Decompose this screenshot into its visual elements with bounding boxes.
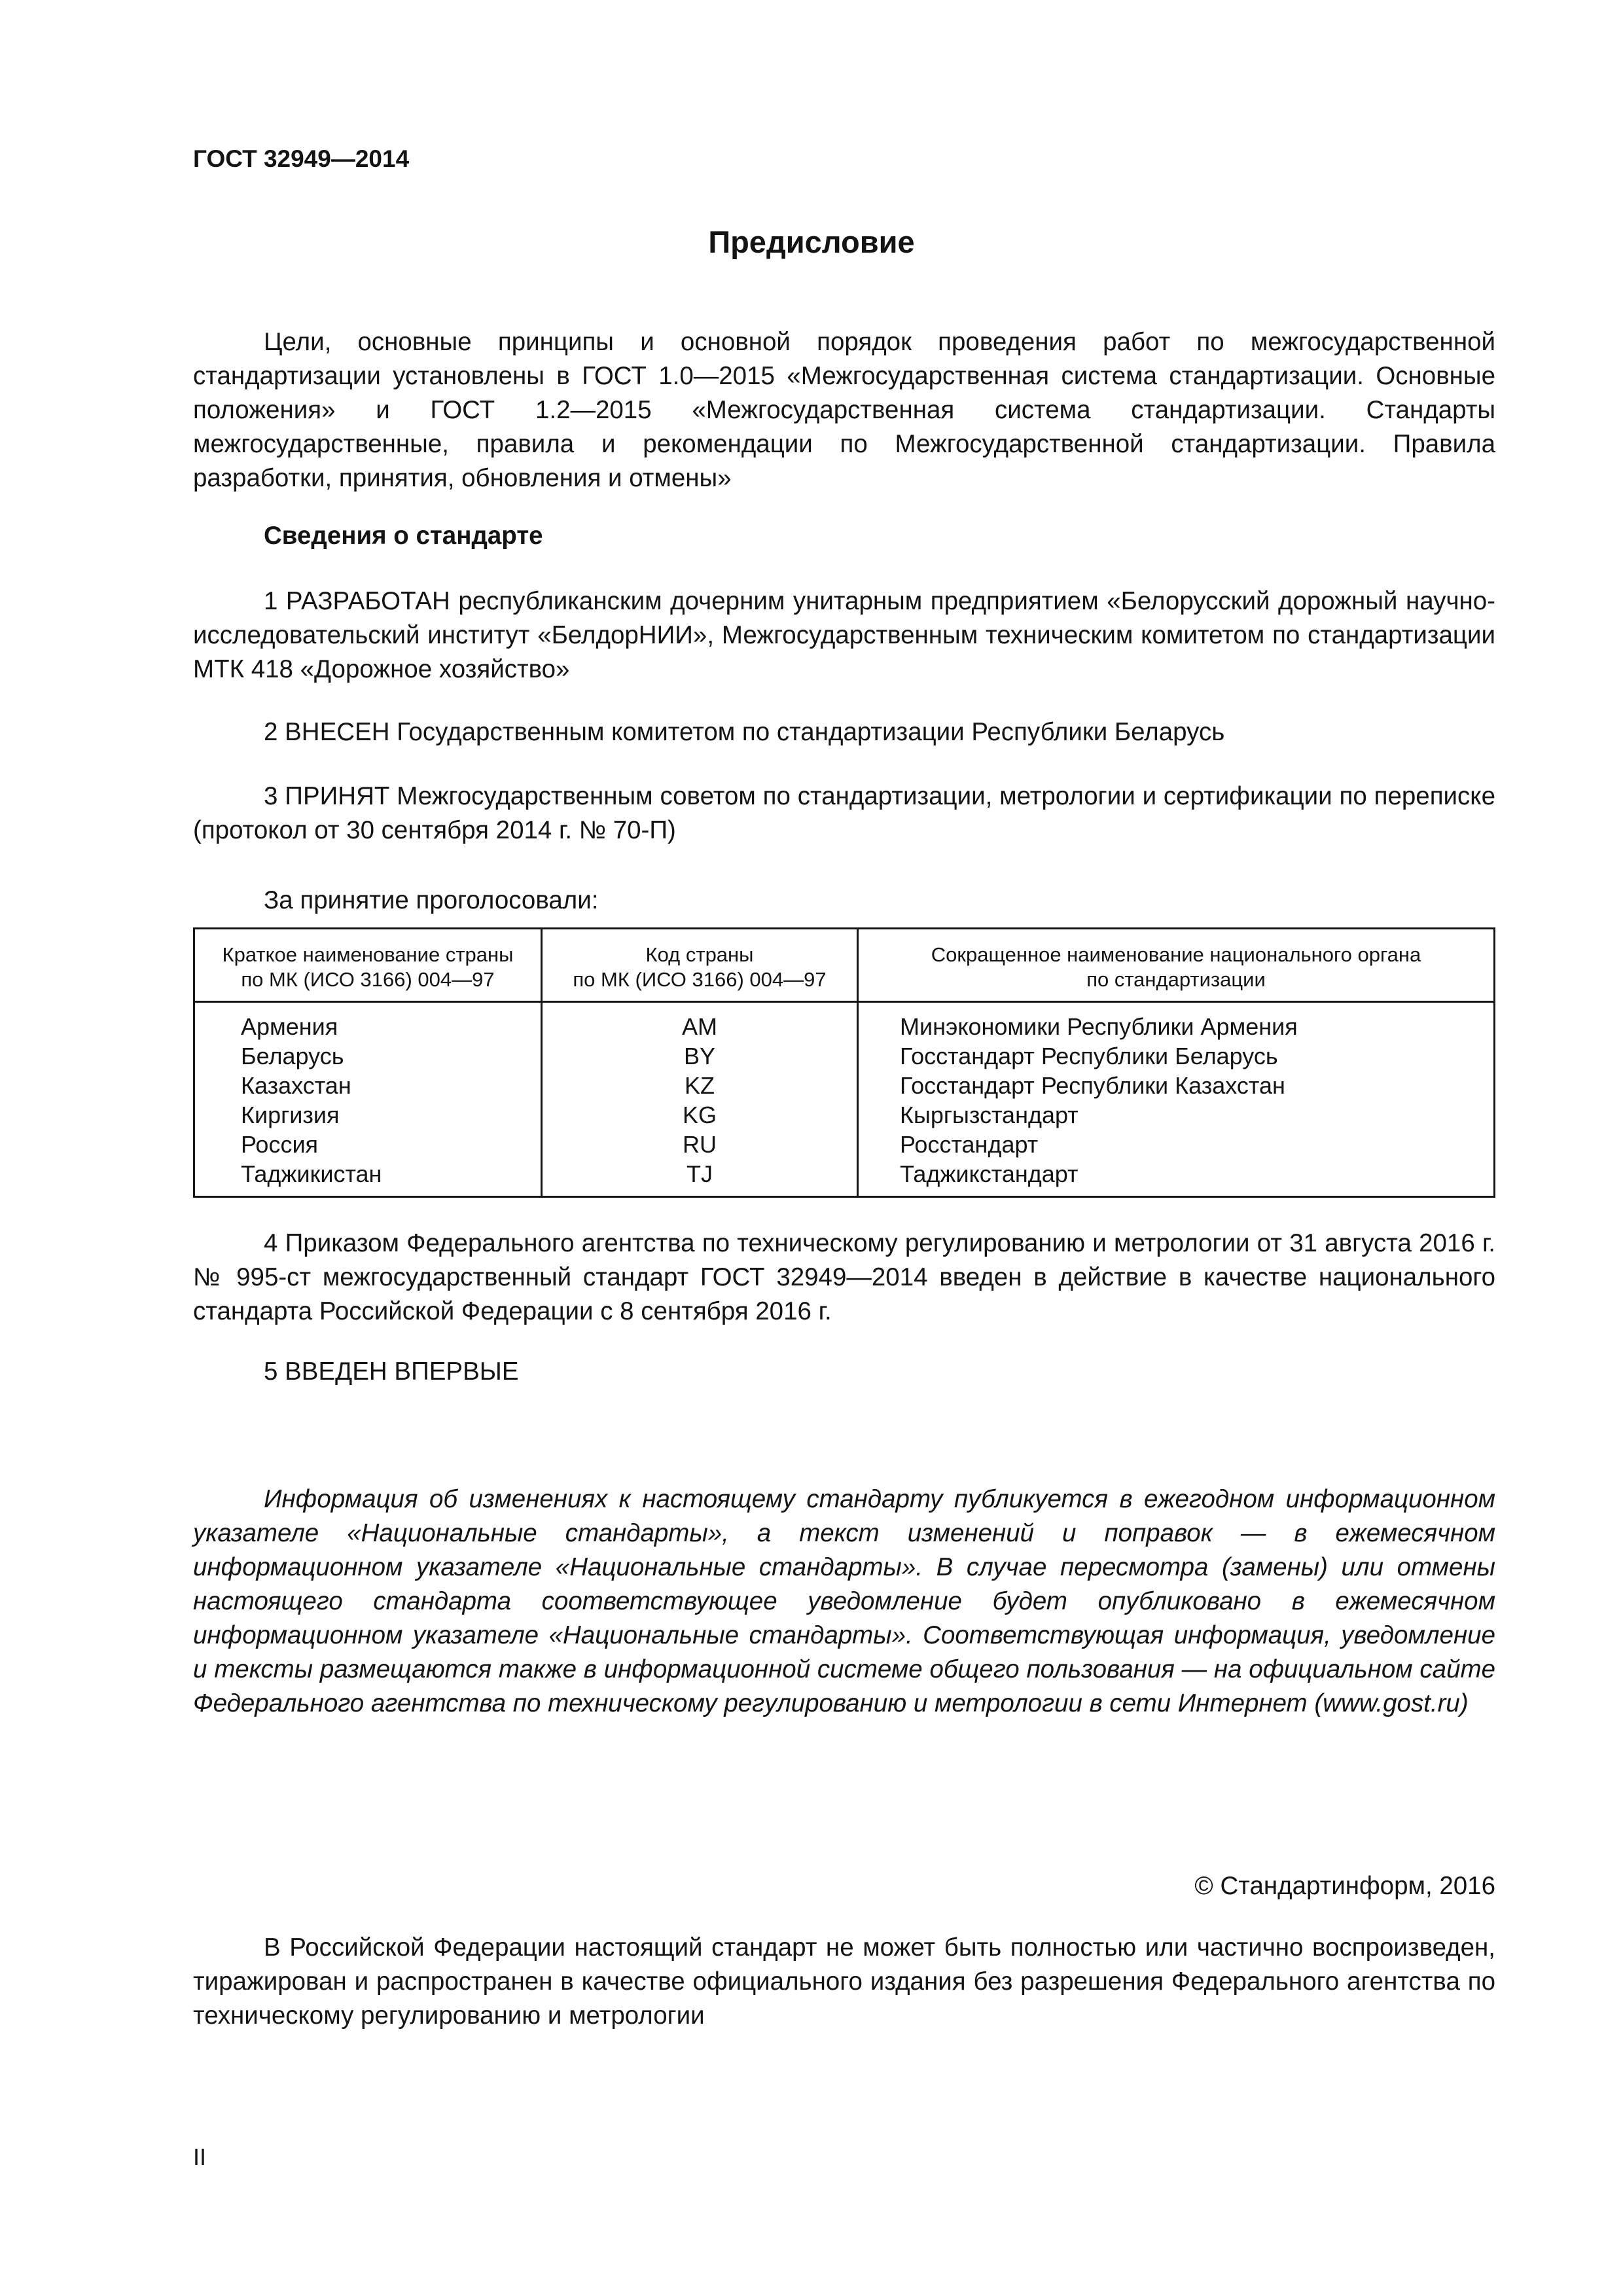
document-code-header: ГОСТ 32949—2014 [193,145,410,172]
page-title: Предисловие [708,224,915,259]
table-cell-body: Росстандарт [900,1131,1039,1158]
legal-notice: В Российской Федерации настоящий стандарт не может быть полностью или частично воспроизведен, тиражирован и распространен в качестве официального издания без разрешения Федерального агентства по техническому регулированию и метрологии [193,1933,1495,2030]
item-introduced-block [193,715,1495,749]
table-header-body: Сокращенное наименование национального органа по стандартизации [931,943,1421,991]
page-number: II [193,2144,207,2170]
table-cell-country: Россия [241,1131,319,1158]
copyright-line: © Стандартинформ, 2016 [1194,1872,1495,1900]
intro-paragraph: Цели, основные принципы и основной порядок проведения работ по межгосударственной стандартизации установлены в ГОСТ 1.0—2015 «Межгосударственная система стандартизации. Основные положения» и ГОСТ 1.2—2015 «Межгосударственная система стандартизации. Стандарты межгосударственные, правила и рекомендации по Межгосударственной стандартизации. Правила разработки, принятия, обновления и отмены» [193,328,1495,492]
legal-notice-block [193,1931,1495,2033]
item-first-time: 5 ВВЕДЕН ВПЕРВЫЕ [264,1357,519,1386]
table-cell-country: Казахстан [241,1072,351,1099]
table-cell-country: Беларусь [241,1043,344,1069]
table-column-codes [543,1012,857,1189]
table-header-country: Краткое наименование страны по МК (ИСО 3166) 004—97 [222,943,514,991]
table-cell-country: Армения [241,1013,338,1040]
table-cell-body: Госстандарт Республики Беларусь [900,1043,1278,1069]
voting-table [193,927,1495,1198]
info-note: Информация об изменениях к настоящему стандарту публикуется в ежегодном информационном указателе «Национальные стандарты», а текст изменений и поправок — в ежемесячном информационном указателе «Национальные стандарты». В случае пересмотра (замены) или отмены настоящего стандарта соответствующее уведомление будет опубликовано в ежемесячном информационном указателе «Национальные стандарты». Соответствующая информация, уведомление и тексты размещаются также в информационной системе общего пользования — на официальном сайте Федерального агентства по техническому регулированию и метрологии в сети Интернет (www.gost.ru) [193,1485,1495,1717]
table-cell-body: Минэкономики Республики Армения [900,1013,1298,1040]
table-cell-code: TJ [687,1160,713,1187]
info-note-block [193,1482,1495,1721]
item-order: 4 Приказом Федерального агентства по техническому регулированию и метрологии от 31 августа 2016 г. № 995-ст межгосударственный стандарт ГОСТ 32949—2014 введен в действие в качестве национального стандарта Российской Федерации с 8 сентября 2016 г. [193,1229,1495,1325]
table-cell-code: KG [682,1102,717,1128]
item-adopted: 3 ПРИНЯТ Межгосударственным советом по стандартизации, метрологии и сертификации по переписке (протокол от 30 сентября 2014 г. № 70-П) [193,782,1495,844]
voted-label: За принятие проголосовали: [264,886,599,914]
item-adopted-block [193,780,1495,848]
item-developed: 1 РАЗРАБОТАН республиканским дочерним унитарным предприятием «Белорусский дорожный научно-исследовательский институт «БелдорНИИ», Межгосударственным техническим комитетом по стандартизации МТК 418 «Дорожное хозяйство» [193,587,1495,683]
item-order-block [193,1227,1495,1329]
item-introduced-by: 2 ВНЕСЕН Государственным комитетом по стандартизации Республики Беларусь [264,718,1225,746]
table-column-countries [241,1012,382,1189]
table-column-bodies [900,1012,1298,1189]
table-cell-country: Киргизия [241,1102,340,1128]
table-cell-code: AM [682,1013,717,1040]
table-cell-code: KZ [684,1072,715,1099]
section-title: Сведения о стандарте [264,522,543,550]
table-cell-body: Таджикстандарт [900,1160,1079,1187]
table-cell-country: Таджикистан [241,1160,382,1187]
table-header-code: Код страны по МК (ИСО 3166) 004—97 [573,943,827,991]
intro-paragraph-block [193,325,1495,495]
table-cell-code: BY [683,1043,716,1069]
table-cell-code: RU [683,1131,717,1158]
table-cell-body: Кыргызстандарт [900,1102,1079,1128]
item-developed-block [193,584,1495,687]
table-cell-body: Госстандарт Республики Казахстан [900,1072,1285,1099]
